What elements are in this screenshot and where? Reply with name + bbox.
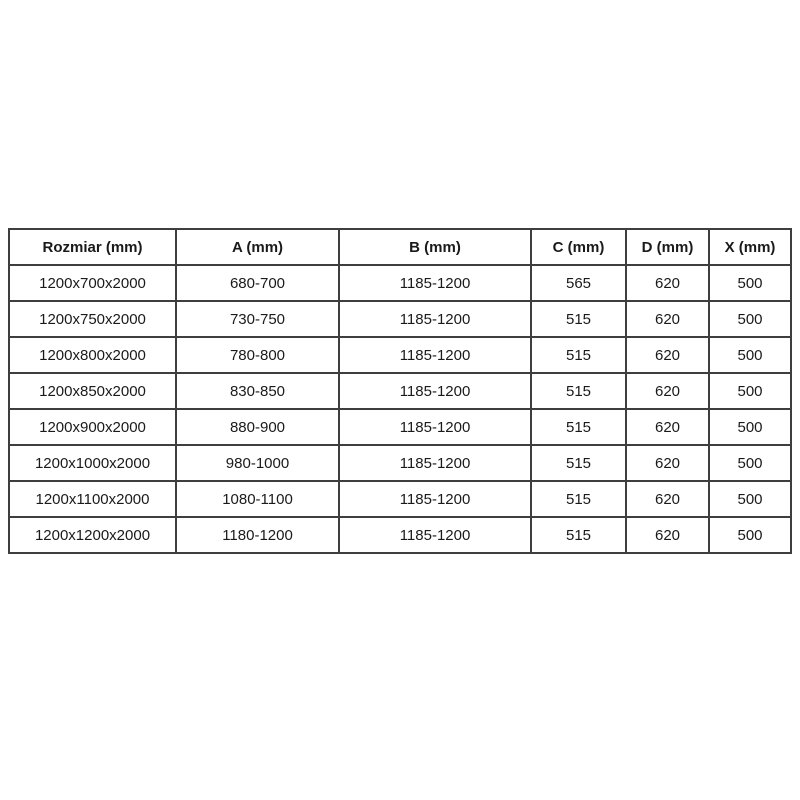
table-cell: 1185-1200 (339, 265, 531, 301)
column-header: D (mm) (626, 229, 709, 265)
table-cell: 1200x800x2000 (9, 337, 176, 373)
table-cell: 620 (626, 301, 709, 337)
table-cell: 620 (626, 265, 709, 301)
table-row (9, 517, 791, 553)
table-cell: 620 (626, 481, 709, 517)
table-cell: 730-750 (176, 301, 339, 337)
table-cell: 1185-1200 (339, 481, 531, 517)
table-cell: 515 (531, 445, 626, 481)
table-cell: 500 (709, 481, 791, 517)
table-cell: 620 (626, 517, 709, 553)
table-cell: 1200x1100x2000 (9, 481, 176, 517)
table-row (9, 337, 791, 373)
table-cell: 515 (531, 337, 626, 373)
table-row (9, 301, 791, 337)
table-cell: 1200x850x2000 (9, 373, 176, 409)
table-cell: 1185-1200 (339, 301, 531, 337)
table-body (9, 265, 791, 553)
table-cell: 620 (626, 445, 709, 481)
table-cell: 515 (531, 373, 626, 409)
table-cell: 500 (709, 337, 791, 373)
table-cell: 515 (531, 517, 626, 553)
column-header: X (mm) (709, 229, 791, 265)
table-cell: 1185-1200 (339, 445, 531, 481)
table-header-row (9, 229, 791, 265)
table-cell: 620 (626, 373, 709, 409)
table-cell: 830-850 (176, 373, 339, 409)
table-cell: 1080-1100 (176, 481, 339, 517)
dimensions-table (8, 228, 792, 554)
table-row (9, 445, 791, 481)
column-header: A (mm) (176, 229, 339, 265)
table-cell: 1200x1200x2000 (9, 517, 176, 553)
table-cell: 1200x900x2000 (9, 409, 176, 445)
table-cell: 620 (626, 337, 709, 373)
table-cell: 980-1000 (176, 445, 339, 481)
table-cell: 1185-1200 (339, 517, 531, 553)
table-row (9, 481, 791, 517)
table-cell: 1185-1200 (339, 409, 531, 445)
table-cell: 500 (709, 373, 791, 409)
column-header: B (mm) (339, 229, 531, 265)
table-cell: 680-700 (176, 265, 339, 301)
table-cell: 1200x750x2000 (9, 301, 176, 337)
table-cell: 780-800 (176, 337, 339, 373)
table-cell: 565 (531, 265, 626, 301)
table-cell: 500 (709, 517, 791, 553)
table-cell: 620 (626, 409, 709, 445)
table-row (9, 265, 791, 301)
table-cell: 880-900 (176, 409, 339, 445)
table-cell: 1185-1200 (339, 337, 531, 373)
table-cell: 1180-1200 (176, 517, 339, 553)
table-cell: 515 (531, 301, 626, 337)
table-cell: 500 (709, 265, 791, 301)
table-cell: 1185-1200 (339, 373, 531, 409)
table-row (9, 409, 791, 445)
table-row (9, 373, 791, 409)
table-cell: 1200x700x2000 (9, 265, 176, 301)
table-cell: 515 (531, 409, 626, 445)
table-cell: 500 (709, 445, 791, 481)
column-header: C (mm) (531, 229, 626, 265)
column-header: Rozmiar (mm) (9, 229, 176, 265)
table-cell: 515 (531, 481, 626, 517)
table-cell: 500 (709, 301, 791, 337)
table-cell: 500 (709, 409, 791, 445)
table-cell: 1200x1000x2000 (9, 445, 176, 481)
